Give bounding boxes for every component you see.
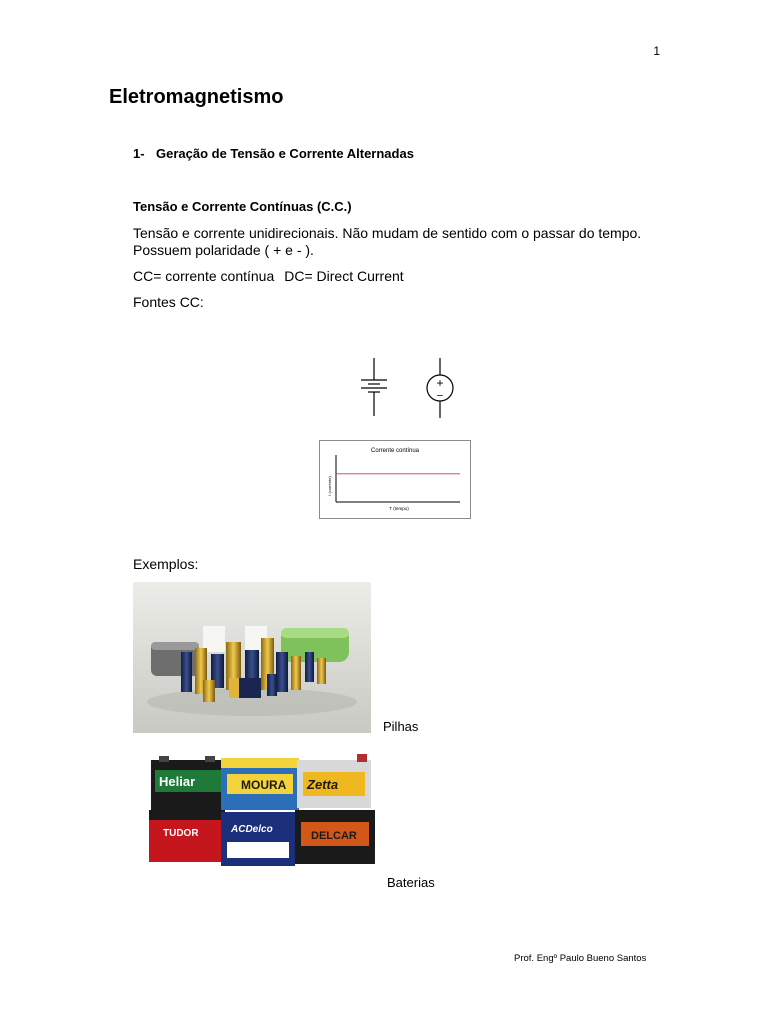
small-batteries-caption: Pilhas [383,719,419,734]
description-line-2: Possuem polaridade ( + e - ). [133,242,314,258]
plus-sign: + [436,376,444,390]
subsection-heading: Tensão e Corrente Contínuas (C.C.) [133,199,352,214]
description-line-1: Tensão e corrente unidirecionais. Não mudam de sentido com o passar do tempo. [133,225,642,241]
zetta-battery [297,754,371,808]
cc-definition: CC= corrente contínua [133,268,275,284]
chart-xlabel: T (tempo) [389,506,409,511]
footer-author: Prof. Engº Paulo Bueno Santos [514,953,647,964]
dc-voltage-source-icon [427,358,453,418]
dc-current-chart [319,440,471,519]
battery-brand-label: DELCAR [311,830,357,842]
battery-symbol-icon [361,358,387,416]
chart-title: Corrente contínua [370,448,420,454]
chart-ylabel: I (corrente) [327,476,332,496]
battery-brand-label: Zetta [307,777,339,792]
fontes-label: Fontes CC: [133,294,204,310]
exemplos-label: Exemplos: [133,556,199,572]
tudor-battery [149,810,223,862]
battery-brand-label: MOURA [241,778,287,792]
battery-brand-label: ACDelco [231,824,273,835]
car-batteries-caption: Baterias [387,875,435,890]
acdelco-battery [221,812,295,866]
page-number: 1 [653,44,660,58]
heliar-battery [151,756,225,812]
battery-brand-label: TUDOR [163,828,199,839]
description-paragraph [133,225,673,259]
minus-sign: − [436,390,444,402]
section-heading-text: Geração de Tensão e Corrente Alternadas [156,146,414,161]
battery-brand-label: Heliar [159,774,196,789]
delcar-battery [295,810,375,864]
document-title: Eletromagnetismo [109,86,284,108]
definitions-line [133,268,404,285]
car-batteries-photo [145,752,381,880]
section-number: 1- [133,146,145,161]
dc-definition: DC= Direct Current [284,268,404,284]
dc-source-symbols [350,350,470,425]
section-heading [133,146,414,161]
moura-battery [221,758,299,810]
small-batteries-photo [133,582,371,733]
